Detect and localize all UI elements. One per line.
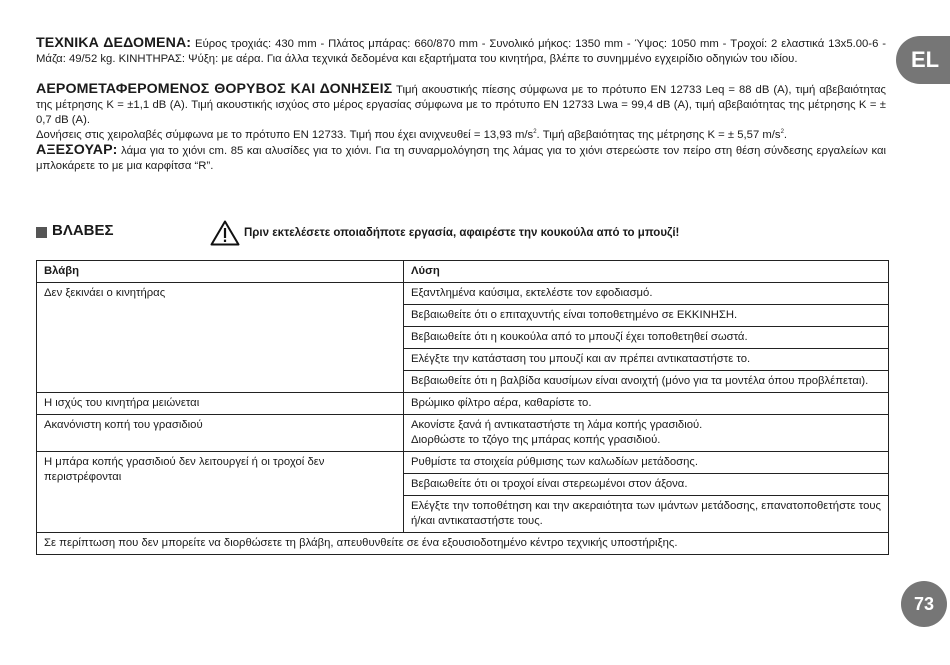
header-solution: Λύση	[404, 261, 889, 283]
solution-cell: Βεβαιωθείτε ότι οι τροχοί είναι στερεωμένοι στον άξονα.	[404, 474, 889, 496]
solution-cell: Ελέγξτε την τοποθέτηση και την ακεραιότητα των ιμάντων μετάδοσης, επανατοποθετήστε τους ή/και αντικαταστήστε τους.	[404, 496, 889, 533]
fault-cell: Ακανόνιστη κοπή του γρασιδιού	[37, 415, 404, 452]
vibration-text-a: Δονήσεις στις χειρολαβές σύμφωνα με το πρότυπο EN 12733. Τιμή που έχει ανιχνευθεί = 13,93 m/s	[36, 129, 534, 141]
solution-cell: Ακονίστε ξανά ή αντικαταστήστε τη λάμα κοπής γρασιδιού. Διορθώστε το τζόγο της μπάρας κοπής γρασιδιού.	[404, 415, 889, 452]
header-fault: Βλάβη	[37, 261, 404, 283]
table-row	[37, 283, 889, 305]
solution-cell: Εξαντλημένα καύσιμα, εκτελέστε τον εφοδιασμό.	[404, 283, 889, 305]
tech-data-title: ΤΕΧΝΙΚΑ ΔΕΔΟΜΕΝΑ:	[36, 35, 192, 51]
warning-text: Πριν εκτελέσετε οποιαδήποτε εργασία, αφαιρέστε την κουκούλα από το μπουζί!	[244, 227, 680, 239]
tech-data-paragraph	[36, 36, 886, 67]
faults-title: ΒΛΑΒΕΣ	[52, 222, 114, 239]
vibration-text-b: . Τιμή αβεβαιότητας της μέτρησης K = ± 5,57 m/s	[536, 129, 781, 141]
warning-icon	[210, 220, 240, 246]
table-footer-row	[37, 533, 889, 555]
table-row	[37, 415, 889, 452]
fault-cell: Δεν ξεκινάει ο κινητήρας	[37, 283, 404, 393]
solution-cell: Βεβαιωθείτε ότι ο επιταχυντής είναι τοποθετημένο σε ΕΚΚΙΝΗΣΗ.	[404, 305, 889, 327]
accessories-title: ΑΞΕΣΟΥΑΡ:	[36, 142, 118, 158]
language-tab: EL	[896, 36, 950, 84]
fault-cell: Η μπάρα κοπής γρασιδιού δεν λειτουργεί ή οι τροχοί δεν περιστρέφονται	[37, 452, 404, 533]
accessories-paragraph	[36, 143, 886, 174]
specs-section	[36, 36, 886, 174]
accessories-text: λάμα για το χιόνι cm. 85 και αλυσίδες για το χιόνι. Για τη συναρμολόγηση της λάμας για το χιόνι στερεώστε τον πείρο στη θέση σύνδεσης εργαλείων και μπλοκάρετε το με μια καρφίτσα “R”.	[36, 145, 886, 172]
vibration-paragraph	[36, 128, 886, 143]
page-number: 73	[901, 581, 947, 627]
noise-title: ΑΕΡΟΜΕΤΑΦΕΡΟΜΕΝΟΣ ΘΟΡΥΒΟΣ ΚΑΙ ΔΟΝΗΣΕΙΣ	[36, 81, 393, 97]
fault-cell: Η ισχύς του κινητήρα μειώνεται	[37, 393, 404, 415]
tech-data-text: Εύρος τροχιάς: 430 mm - Πλάτος μπάρας: 660/870 mm - Συνολικό μήκος: 1350 mm - Ύψος: 1050 mm - Τροχοί: 2 ελαστικά 13x5.00-6 - Μάζα: 49/52 kg. ΚΙΝΗΤΗΡΑΣ: Ψύξη: με αέρα. Για άλλα τεχνικά δεδομένα και εξαρτήματα του κινητήρα, βλέπε το συνημμένο εγχειρίδιο οδηγιών του ιδίου.	[36, 38, 886, 65]
solution-cell: Ελέγξτε την κατάσταση του μπουζί και αν πρέπει αντικαταστήστε το.	[404, 349, 889, 371]
superscript: 2	[533, 129, 537, 136]
faults-header	[36, 220, 896, 248]
vibration-end: .	[783, 129, 788, 141]
square-bullet-icon	[36, 227, 47, 238]
solution-cell: Βεβαιωθείτε ότι η βαλβίδα καυσίμων είναι ανοιχτή (μόνο για τα μοντέλα όπου προβλέπεται).	[404, 371, 889, 393]
table-row	[37, 393, 889, 415]
noise-paragraph	[36, 82, 886, 128]
noise-text: Τιμή ακουστικής πίεσης σύμφωνα με το πρότυπο EN 12733 Leq = 88 dB (A), τιμή αβεβαιότητας της μέτρησης K = ±1,1 dB (A). Τιμή ακουστικής ισχύος στο μέρος εργασίας σύμφωνα με το πρότυπο EN 12733 Lwa = 99,4 dB (A), τιμή αβεβαιότητας της μέτρησης K = ± 0,7 dB (A).	[36, 84, 887, 126]
faults-table	[36, 260, 889, 555]
solution-cell: Βρώμικο φίλτρο αέρα, καθαρίστε το.	[404, 393, 889, 415]
solution-cell: Βεβαιωθείτε ότι η κουκούλα από το μπουζί έχει τοποθετηθεί σωστά.	[404, 327, 889, 349]
table-header-row	[37, 261, 889, 283]
solution-cell: Ρυθμίστε τα στοιχεία ρύθμισης των καλωδίων μετάδοσης.	[404, 452, 889, 474]
superscript: 2	[780, 129, 784, 136]
table-row	[37, 452, 889, 474]
footer-cell: Σε περίπτωση που δεν μπορείτε να διορθώσετε τη βλάβη, απευθυνθείτε σε ένα εξουσιοδοτημένο κέντρο τεχνικής υποστήριξης.	[37, 533, 889, 555]
